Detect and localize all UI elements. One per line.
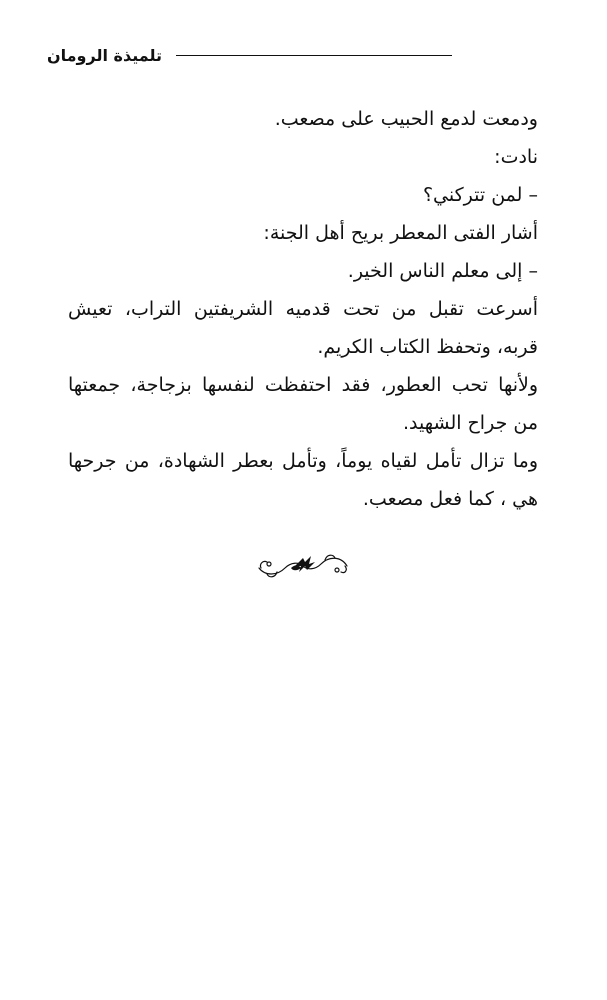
running-header-title: تلميذة الرومان (46, 46, 162, 65)
running-header (46, 44, 452, 72)
paragraph-2: نادت: (494, 146, 538, 168)
paragraph-8: وما تزال تأمل لقياه يوماً، وتأمل بعطر الشهادة، من جرحها هي ، كما فعل مصعب. (68, 450, 538, 510)
paragraph-3: – لمن تتركني؟ (422, 184, 538, 206)
paragraph-4: أشار الفتى المعطر بريح أهل الجنة: (263, 222, 538, 244)
paragraph-6: أسرعت تقبل من تحت قدميه الشريفتين التراب، تعيش قربه، وتحفظ الكتاب الكريم. (68, 298, 538, 358)
floral-divider-icon (255, 548, 351, 582)
paragraph-5: – إلى معلم الناس الخير. (347, 260, 538, 282)
paragraph-7: ولأنها تحب العطور، فقد احتفظت لنفسها بزجاجة، جمعتها من جراح الشهيد. (68, 374, 538, 434)
header-rule (176, 55, 452, 56)
body-text (68, 100, 538, 518)
paragraph-1: ودمعت لدمع الحبيب على مصعب. (274, 108, 538, 130)
